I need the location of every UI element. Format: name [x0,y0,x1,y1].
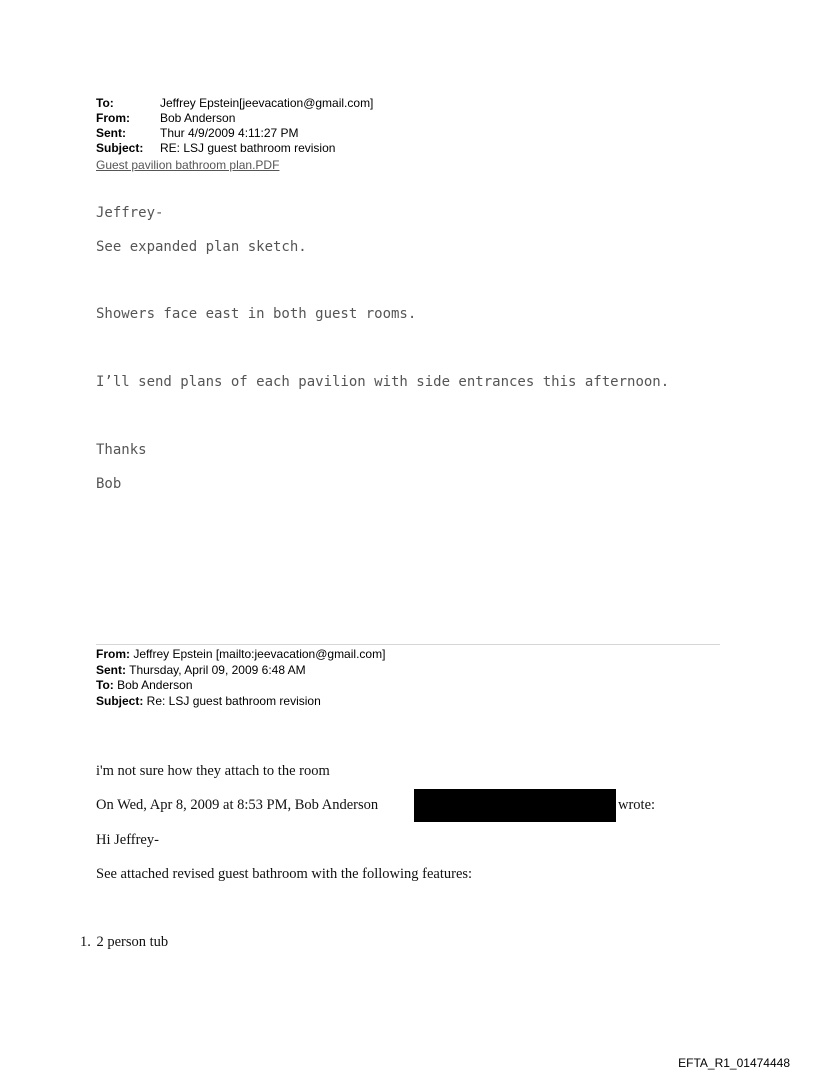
from-value: Bob Anderson [160,111,236,125]
reply-line-2: Showers face east in both guest rooms. [96,306,417,322]
list-item [80,934,168,951]
sent-label: Sent: [96,126,126,140]
reply-signature: Bob [96,476,122,492]
quoted-sent-row [96,663,385,679]
list-item-text: 2 person tub [96,934,169,950]
quoted-subject-row [96,694,385,710]
email-header [96,96,373,156]
quoted-from-row [96,647,385,663]
header-subject-row [96,141,373,156]
list-item-number: 1. [80,934,91,950]
quoted-greeting: Hi Jeffrey- [96,832,159,848]
redaction-box [414,789,616,822]
quoted-on-line: On Wed, Apr 8, 2009 at 8:53 PM, Bob Anderson [96,797,379,813]
quoted-subject-label: Subject: [96,693,144,708]
reply-greeting: Jeffrey- [96,205,164,221]
quote-divider [96,644,720,645]
header-from-row [96,111,373,126]
to-label: To: [96,96,114,110]
quoted-to-value: Bob Anderson [113,678,193,692]
subject-value: RE: LSJ guest bathroom revision [160,141,336,155]
quoted-subject-value: Re: LSJ guest bathroom revision [143,693,321,708]
quoted-from-label: From: [96,647,130,661]
reply-line-1: See expanded plan sketch. [96,239,307,255]
sent-value: Thur 4/9/2009 4:11:27 PM [160,126,299,140]
quoted-header [96,647,385,709]
from-label: From: [96,111,130,125]
quoted-sent-value: Thursday, April 09, 2009 6:48 AM [126,662,306,677]
quoted-intro: See attached revised guest bathroom with the following features: [96,866,473,882]
reply-line-3: I’ll send plans of each pavilion with side entrances this afternoon. [96,374,670,390]
quoted-wrote: wrote: [618,797,656,813]
attachment-link[interactable]: Guest pavilion bathroom plan.PDF [96,158,280,172]
quoted-sent-label: Sent: [96,662,126,677]
document-id: EFTA_R1_01474448 [678,1056,790,1070]
reply-thanks: Thanks [96,442,147,458]
header-to-row [96,96,373,111]
subject-label: Subject: [96,141,144,155]
to-value: Jeffrey Epstein[jeevacation@gmail.com] [160,96,374,110]
header-sent-row [96,126,373,141]
quoted-from-value: Jeffrey Epstein [mailto:jeevacation@gmail.com] [130,647,386,661]
quoted-line-1: i'm not sure how they attach to the room [96,763,330,779]
quoted-to-label: To: [96,678,114,692]
quoted-to-row [96,678,385,694]
